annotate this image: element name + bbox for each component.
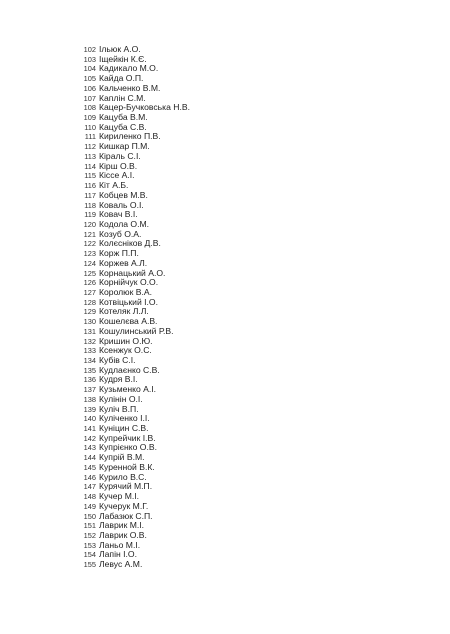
entry-name: Кацуба В.М.: [99, 112, 148, 123]
entry-name: Кіраль С.І.: [99, 150, 141, 161]
entry-number: 134: [83, 356, 96, 365]
entry-number: 151: [83, 521, 96, 531]
entry-number: 135: [83, 365, 96, 375]
entry-name: Лаврик О.В.: [99, 529, 147, 540]
entry-name: Колєсніков Д.В.: [99, 238, 161, 249]
entry-name: Корнійчук О.О.: [99, 277, 159, 288]
entry-number: 127: [83, 287, 96, 297]
entry-number: 106: [83, 83, 96, 93]
entry-name: Котеляк Л.Л.: [99, 306, 149, 317]
entry-name: Лаврик М.І.: [99, 520, 145, 531]
entry-name: Кіт А.Б.: [99, 180, 129, 191]
entry-number: 116: [84, 181, 96, 191]
entry-name: Кацер-Бучковська Н.В.: [99, 102, 190, 113]
entry-name: Кришин О.Ю.: [99, 335, 153, 346]
entry-number: 113: [84, 151, 96, 161]
entry-name: Котвіцький І.О.: [99, 296, 159, 307]
entry-number: 109: [83, 113, 96, 123]
entry-number: 122: [83, 239, 96, 249]
entry-number: 142: [83, 433, 96, 443]
entry-name: Іщейкін К.Є.: [99, 53, 147, 64]
entry-number: 110: [84, 122, 96, 132]
entry-number: 148: [83, 492, 96, 502]
entry-number: 114: [84, 161, 96, 171]
entry-name: Ільюк А.О.: [99, 44, 141, 54]
entry-number: 104: [83, 64, 96, 74]
entry-name: Кудлаєнко С.В.: [99, 364, 160, 375]
entry-number: 147: [83, 482, 96, 492]
entry-number: 115: [84, 171, 96, 181]
entry-number: 141: [83, 424, 96, 434]
entry-name: Купрейчик І.В.: [99, 432, 156, 443]
entry-name: Кацуба С.В.: [99, 121, 147, 132]
entry-name: Корж П.П.: [99, 248, 139, 259]
entry-number: 143: [83, 443, 96, 453]
entry-name: Ланьо М.І.: [99, 539, 141, 550]
entry-name: Кайда О.П.: [99, 73, 144, 84]
entry-name: Кадикало М.О.: [99, 63, 159, 74]
entry-number: 140: [83, 414, 96, 424]
entry-name: Ковач В.І.: [99, 209, 138, 220]
entry-number: 119: [84, 210, 96, 220]
names-list: [78, 45, 338, 570]
entry-number: 152: [83, 530, 96, 540]
entry-number: 120: [83, 219, 96, 229]
entry-number: 153: [83, 540, 96, 550]
entry-number: 124: [83, 258, 96, 268]
entry-name: Кишкар П.М.: [99, 141, 150, 152]
entry-name: Курячий М.П.: [99, 481, 153, 492]
entry-number: 145: [83, 462, 96, 472]
entry-name: Кубів С.І.: [99, 355, 136, 365]
entry-number: 128: [83, 297, 96, 307]
entry-name: Корнацький А.О.: [99, 267, 166, 278]
entry-number: 133: [83, 346, 96, 356]
entry-name: Кучер М.І.: [99, 491, 140, 502]
entry-number: 137: [83, 385, 96, 395]
entry-number: 136: [83, 375, 96, 385]
entry-number: 149: [83, 501, 96, 511]
entry-name: Кошелєва А.В.: [99, 316, 158, 327]
entry-name: Кучерук М.Г.: [99, 500, 149, 511]
entry-name: Королюк В.А.: [99, 286, 153, 297]
entry-name: Кузьменко А.І.: [99, 384, 157, 395]
entry-name: Куніцин С.В.: [99, 423, 149, 434]
entry-name: Коваль О.І.: [99, 199, 144, 210]
entry-number: 138: [83, 394, 96, 404]
entry-number: 129: [83, 307, 96, 317]
entry-number: 125: [83, 268, 96, 278]
entry-number: 102: [83, 45, 96, 54]
entry-number: 146: [83, 472, 96, 482]
entry-name: Кіссе А.І.: [99, 170, 135, 181]
entry-name: Кулінін О.І.: [99, 393, 143, 404]
entry-name: Куліченко І.І.: [99, 413, 150, 424]
entry-number: 111: [84, 132, 96, 142]
entry-number: 154: [83, 550, 96, 560]
entry-number: 131: [83, 326, 96, 336]
entry-number: 107: [83, 93, 96, 103]
entry-number: 118: [84, 200, 96, 210]
entry-name: Купрій В.М.: [99, 452, 145, 463]
entry-name: Каплін С.М.: [99, 92, 146, 103]
entry-number: 144: [83, 453, 96, 463]
entry-name: Кодола О.М.: [99, 218, 150, 229]
entry-number: 105: [83, 74, 96, 84]
entry-number: 108: [83, 103, 96, 113]
entry-name: Кошулинський Р.В.: [99, 325, 174, 336]
entry-name: Лабазюк С.П.: [99, 510, 153, 521]
entry-name: Коржев А.Л.: [99, 257, 148, 268]
entry-name: Кобцев М.В.: [99, 189, 148, 200]
entry-number: 103: [83, 54, 96, 64]
entry-number: 121: [83, 229, 96, 239]
entry-name: Купрієнко О.В.: [99, 442, 157, 453]
entry-name: Кудря В.І.: [99, 374, 138, 385]
entry-name: Куренной В.К.: [99, 461, 155, 472]
entry-name: Кальченко В.М.: [99, 82, 161, 93]
entry-name: Курило В.С.: [99, 471, 147, 482]
entry-name: Ксенжук О.С.: [99, 345, 152, 356]
entry-number: 123: [83, 249, 96, 259]
entry-name: Лапін І.О.: [99, 549, 137, 560]
entry-name: Козуб О.А.: [99, 228, 142, 239]
entry-name: Кірш О.В.: [99, 160, 138, 171]
entry-name: Кириленко П.В.: [99, 131, 161, 142]
entry-number: 117: [84, 190, 96, 200]
entry-number: 155: [83, 560, 96, 570]
entry-number: 130: [83, 317, 96, 327]
entry-number: 112: [84, 142, 96, 152]
list-item: [78, 560, 338, 570]
entry-number: 126: [83, 278, 96, 288]
entry-name: Левус А.М.: [99, 559, 143, 570]
entry-name: Кулiч В.П.: [99, 403, 139, 414]
entry-number: 139: [83, 404, 96, 414]
entry-number: 150: [83, 511, 96, 521]
entry-number: 132: [83, 336, 96, 346]
